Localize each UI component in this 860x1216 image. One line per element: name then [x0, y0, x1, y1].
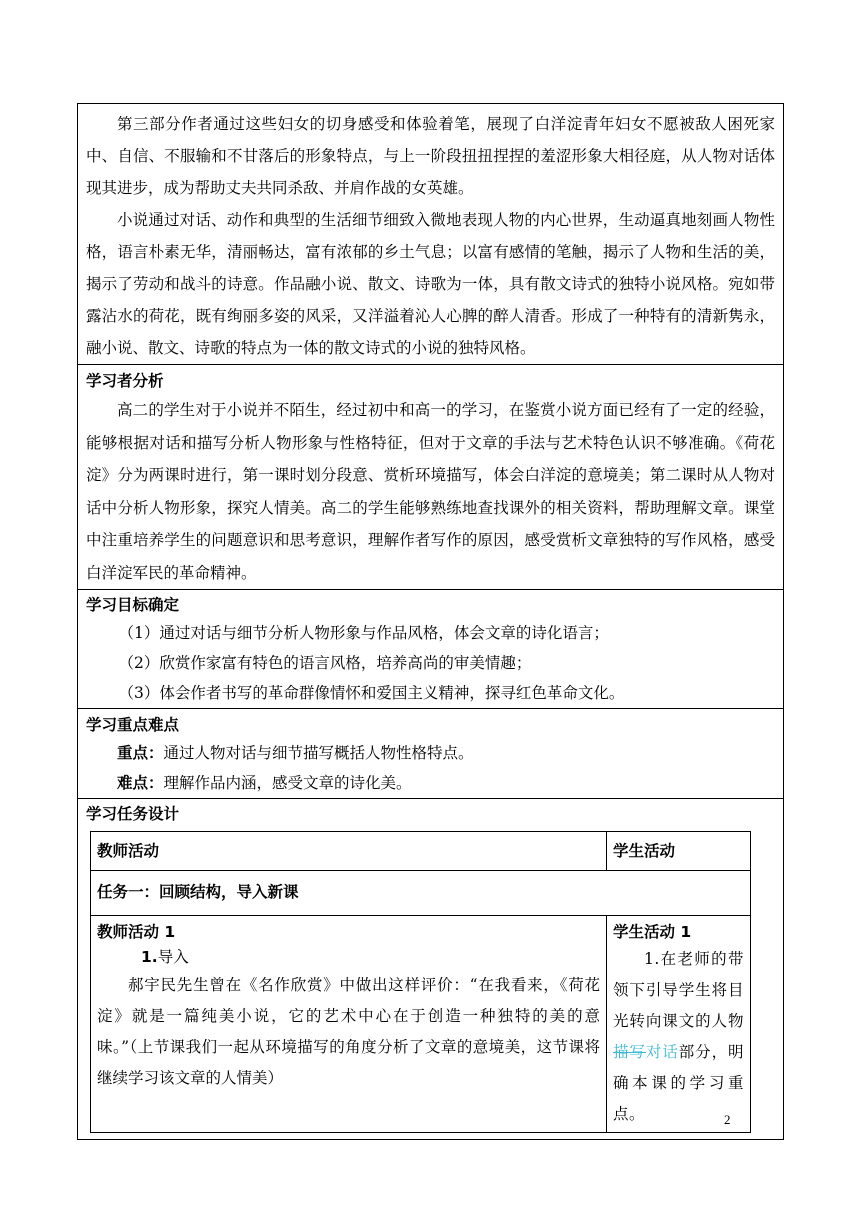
objectives-row [78, 590, 784, 709]
teacher-subheading-intro [97, 944, 600, 970]
student-text-after: 部分，明确本课的学习重点。 [613, 1043, 744, 1123]
page-number: 2 [724, 1112, 731, 1127]
objective-item-3: （3）体会作者书写的革命群像情怀和爱国主义精神，探寻红色革命文化。 [118, 684, 625, 702]
task-design-heading: 学习任务设计 [86, 805, 180, 823]
intro-paragraph-2: 小说通过对话、动作和典型的生活细节细致入微地表现人物的内心世界，生动逼真地刻画人物性格，语言朴素无华，清丽畅达，富有浓郁的乡土气息；以富有感情的笔触，揭示了人物和生活的美，揭示了劳动和战斗的诗意。作品融小说、散文、诗歌为一体，具有散文诗式的独特小说风格。宛如带露沾水的荷花，既有绚丽多姿的风采，又洋溢着沁人心脾的醉人清香。形成了一种特有的清新隽永，融小说、散文、诗歌的特点为一体的散文诗式的小说的独特风格。 [86, 211, 775, 357]
key-points-row [78, 709, 784, 799]
student-activity-1-text [613, 944, 744, 1130]
revision-inserted-text: 对话 [645, 1043, 679, 1061]
student-activity-1-title: 学生活动 1 [613, 923, 692, 941]
revision-mark [613, 1043, 679, 1061]
key-points-heading: 学习重点难点 [86, 716, 180, 734]
teacher-activity-1-title: 教师活动 1 [97, 923, 176, 941]
lesson-plan-table [77, 103, 784, 1140]
learner-analysis-heading: 学习者分析 [86, 372, 164, 390]
revision-deleted-text: 描写 [613, 1043, 646, 1061]
task1-title: 任务一：回顾结构，导入新课 [97, 883, 299, 901]
objective-item-2: （2）欣赏作家富有特色的语言风格，培养高尚的审美情趣； [118, 654, 532, 672]
teacher-subheading-label: 导入 [157, 948, 189, 966]
learner-analysis-text: 高二的学生对于小说并不陌生，经过初中和高一的学习，在鉴赏小说方面已经有了一定的经验，能够根据对话和描写分析人物形象与性格特征，但对于文章的手法与艺术特色认识不够准确。《荷花淀》分为两课时进行，第一课时划分段意、赏析环境描写，体会白洋淀的意境美；第二课时从人物对话中分析人物形象，探究人情美。高二的学生能够熟练地查找课外的相关资料，帮助理解文章。课堂中注重培养学生的问题意识和思考意识，理解作者写作的原因，感受赏析文章独特的写作风格，感受白洋淀军民的革命精神。 [86, 401, 775, 582]
activity-table [90, 831, 751, 1133]
activity1-row [91, 916, 751, 1133]
objective-item-1: （1）通过对话与细节分析人物形象与作品风格，体会文章的诗化语言； [118, 624, 609, 642]
difficulty-line [86, 768, 775, 798]
key-point-label: 重点： [117, 744, 164, 762]
learner-analysis-row [78, 365, 784, 590]
activity-header-row [91, 832, 751, 871]
difficulty-label: 难点： [117, 774, 164, 792]
task-design-row [78, 799, 784, 1140]
key-point-line [86, 738, 775, 768]
objectives-heading: 学习目标确定 [86, 596, 180, 614]
teacher-activity-1-text: 郝宇民先生曾在《名作欣赏》中做出这样评价：“在我看来，《荷花淀》就是一篇纯美小说，它的艺术中心在于创造一种独特的美的意味。”（上节课我们一起从环境描写的角度分析了文章的意境美，这节课将继续学习该文章的人情美） [97, 976, 600, 1087]
student-activity-header: 学生活动 [613, 842, 676, 860]
difficulty-text: 理解作品内涵，感受文章的诗化美。 [163, 774, 412, 792]
task1-row [91, 871, 751, 916]
key-point-text: 通过人物对话与细节描写概括人物性格特点。 [163, 744, 474, 762]
teacher-subheading-number: 1. [141, 948, 158, 966]
teacher-activity-header: 教师活动 [97, 842, 160, 860]
intro-row [78, 104, 784, 365]
student-text-before: 1.在老师的带领下引导学生将目光转向课文的人物 [613, 950, 744, 1030]
intro-paragraph-1: 第三部分作者通过这些妇女的切身感受和体验着笔，展现了白洋淀青年妇女不愿被敌人困死家中、自信、不服输和不甘落后的形象特点，与上一阶段扭扭捏捏的羞涩形象大相径庭，从人物对话体现其进步，成为帮助丈夫共同杀敌、并肩作战的女英雄。 [86, 115, 775, 197]
